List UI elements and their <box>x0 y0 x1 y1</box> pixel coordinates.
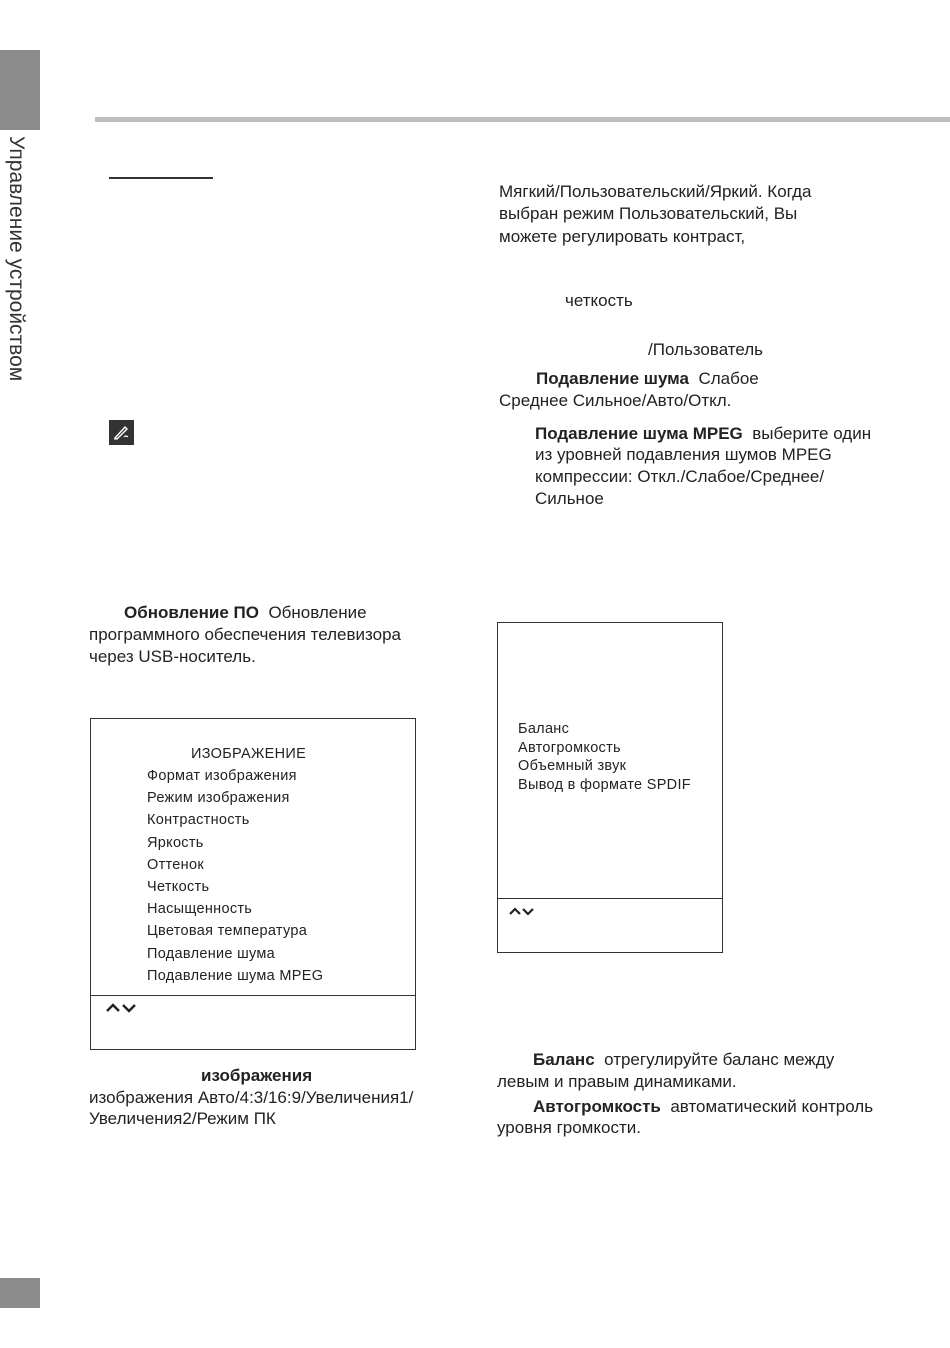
noise-line2: Среднее Сильное/Авто/Откл. <box>499 391 732 410</box>
menu-item-noise-reduction[interactable]: Подавление шума <box>147 945 276 962</box>
software-update-line3: через USB-носитель. <box>89 647 256 666</box>
software-update-text: Обновление <box>268 603 367 622</box>
page-number-tab <box>0 1278 40 1308</box>
mpeg-noise-line1 <box>535 423 871 445</box>
menu-item-mpeg-noise-reduction[interactable]: Подавление шума MPEG <box>147 967 324 984</box>
section-label: Управление устройством <box>5 136 28 382</box>
mpeg-noise-line2: из уровней подавления шумов MPEG <box>535 445 832 464</box>
menu-item-saturation[interactable]: Насыщенность <box>147 901 253 918</box>
noise-line1 <box>536 368 759 390</box>
user-fragment: /Пользователь <box>648 340 764 359</box>
up-down-arrows-icon <box>508 904 536 922</box>
auto-volume-title: Автогромкость <box>533 1097 661 1116</box>
side-tab-marker <box>0 50 40 130</box>
auto-volume-text: автоматический контроль <box>670 1097 874 1116</box>
picture-format-line2: Увеличения2/Режим ПК <box>89 1109 276 1128</box>
menu-item-surround-sound[interactable]: Объемный звук <box>518 758 627 775</box>
picture-format-line1: изображения Авто/4:3/16:9/Увеличения1/ <box>89 1088 414 1107</box>
mpeg-noise-title: Подавление шума MPEG <box>535 424 743 443</box>
menu-item-auto-volume[interactable]: Автогромкость <box>518 739 621 756</box>
menu-item-picture-mode[interactable]: Режим изображения <box>147 790 290 807</box>
menu-item-tint[interactable]: Оттенок <box>147 856 204 873</box>
software-update-line1 <box>124 602 367 624</box>
noise-title: Подавление шума <box>536 369 689 388</box>
picture-menu-header: ИЗОБРАЖЕНИЕ <box>191 746 307 762</box>
menu-item-sharpness[interactable]: Четкость <box>147 879 210 896</box>
noise-text: Слабое <box>698 369 759 388</box>
menu-item-brightness[interactable]: Яркость <box>147 834 204 851</box>
balance-title: Баланс <box>533 1050 595 1069</box>
menu-item-spdif-output[interactable]: Вывод в формате SPDIF <box>518 777 691 794</box>
mode-text-line1: Мягкий/Пользовательский/Яркий. Когда <box>499 182 812 201</box>
menu-item-picture-format[interactable]: Формат изображения <box>147 768 297 784</box>
balance-text: отрегулируйте баланс между <box>604 1050 835 1069</box>
title-underline <box>109 177 213 179</box>
mpeg-noise-line3: компрессии: Откл./Слабое/Среднее/ <box>535 467 825 486</box>
menu-item-balance[interactable]: Баланс <box>518 721 570 737</box>
sound-menu-list <box>518 720 691 795</box>
sound-menu-divider <box>498 898 722 899</box>
sharpness-fragment: четкость <box>565 291 633 310</box>
auto-volume-line2: уровня громкости. <box>497 1118 641 1137</box>
picture-menu <box>90 718 416 1050</box>
auto-volume-line1 <box>533 1096 873 1118</box>
picture-menu-divider <box>91 995 415 996</box>
mode-text-line3: можете регулировать контраст, <box>499 227 746 246</box>
up-down-arrows-icon <box>105 1001 139 1020</box>
note-pencil-icon <box>109 420 134 445</box>
mode-text-line2: выбран режим Пользовательский, Вы <box>499 204 798 223</box>
picture-menu-list <box>147 765 323 987</box>
picture-format-title: изображения <box>201 1066 313 1085</box>
menu-item-color-temperature[interactable]: Цветовая температура <box>147 923 308 940</box>
mpeg-noise-text: выберите один <box>752 424 872 443</box>
software-update-line2: программного обеспечения телевизора <box>89 625 401 644</box>
header-rule <box>95 117 950 122</box>
menu-item-contrast[interactable]: Контрастность <box>147 812 250 829</box>
sound-menu <box>497 622 723 953</box>
software-update-title: Обновление ПО <box>124 603 259 622</box>
balance-line1 <box>533 1049 834 1071</box>
balance-line2: левым и правым динамиками. <box>497 1072 737 1091</box>
mpeg-noise-line4: Сильное <box>535 489 604 508</box>
